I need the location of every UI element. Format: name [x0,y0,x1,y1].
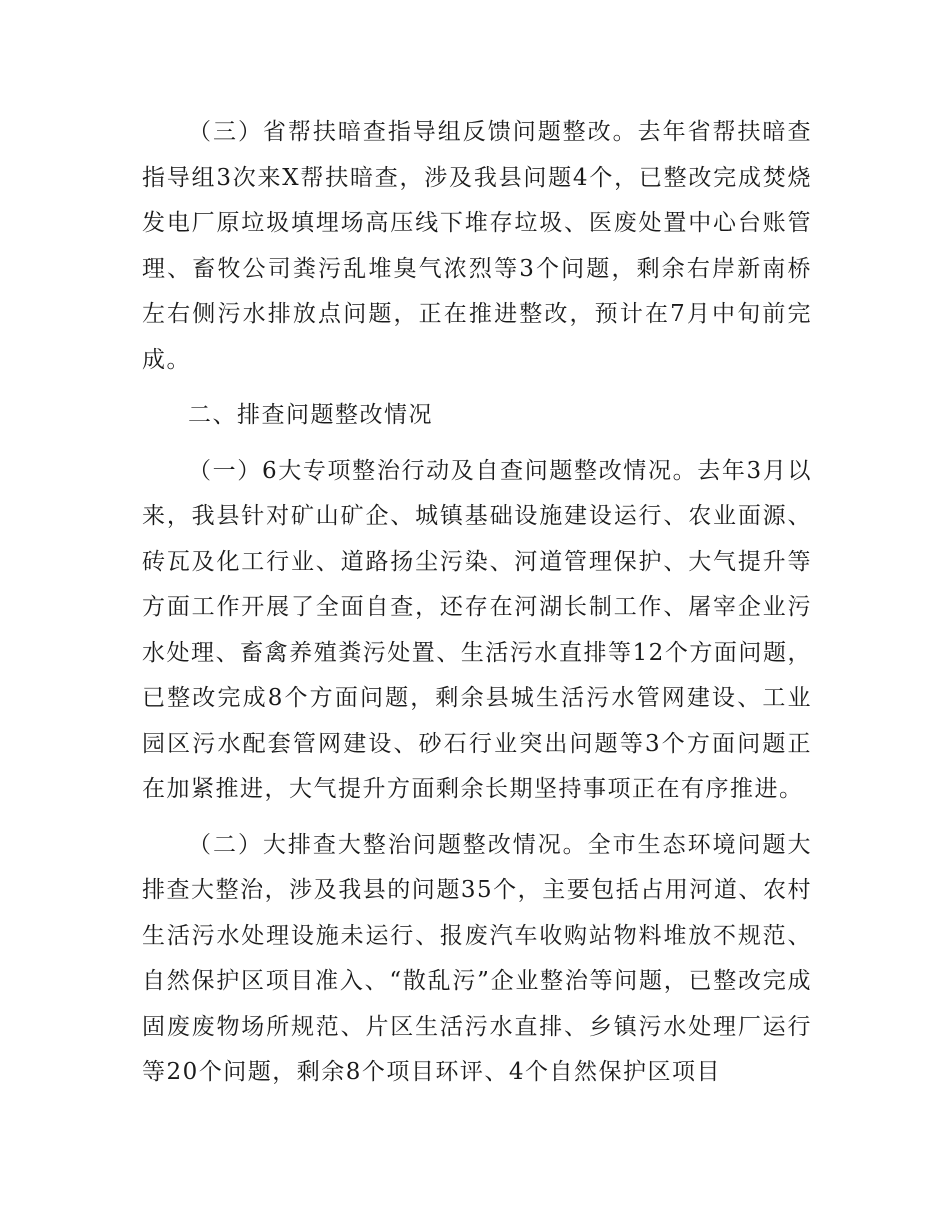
paragraph-section-2-2: （二）大排查大整治问题整改情况。全市生态环境问题大排查大整治，涉及我县的问题35个，主要包括占用河道、农村生活污水处理设施未运行、报废汽车收购站物料堆放不规范、自然保护区项目准入、“散乱污”企业整治等问题，已整改完成固废废物场所规范、片区生活污水直排、乡镇污水处理厂运行等20个问题，剩余8个项目环评、4个自然保护区项目 [142,831,812,1085]
document-body [142,110,812,1096]
paragraph-section-2-1: （一）6大专项整治行动及自查问题整改情况。去年3月以来，我县针对矿山矿企、城镇基础设施建设运行、农业面源、砖瓦及化工行业、道路扬尘污染、河道管理保护、大气提升等方面工作开展了全面自查，还存在河湖长制工作、屠宰企业污水处理、畜禽养殖粪污处置、生活污水直排等12个方面问题，已整改完成8个方面问题，剩余县城生活污水管网建设、工业园区污水配套管网建设、砂石行业突出问题等3个方面问题正在加紧推进，大气提升方面剩余长期坚持事项正在有序推进。 [142,457,812,802]
heading-section-2: 二、排查问题整改情况 [188,402,433,428]
paragraph-section-3-feedback: （三）省帮扶暗查指导组反馈问题整改。去年省帮扶暗查指导组3次来X帮扶暗查，涉及我县问题4个，已整改完成焚烧发电厂原垃圾填埋场高压线下堆存垃圾、医废处置中心台账管理、畜牧公司粪污乱堆臭气浓烈等3个问题，剩余右岸新南桥左右侧污水排放点问题，正在推进整改，预计在7月中旬前完成。 [142,119,812,373]
